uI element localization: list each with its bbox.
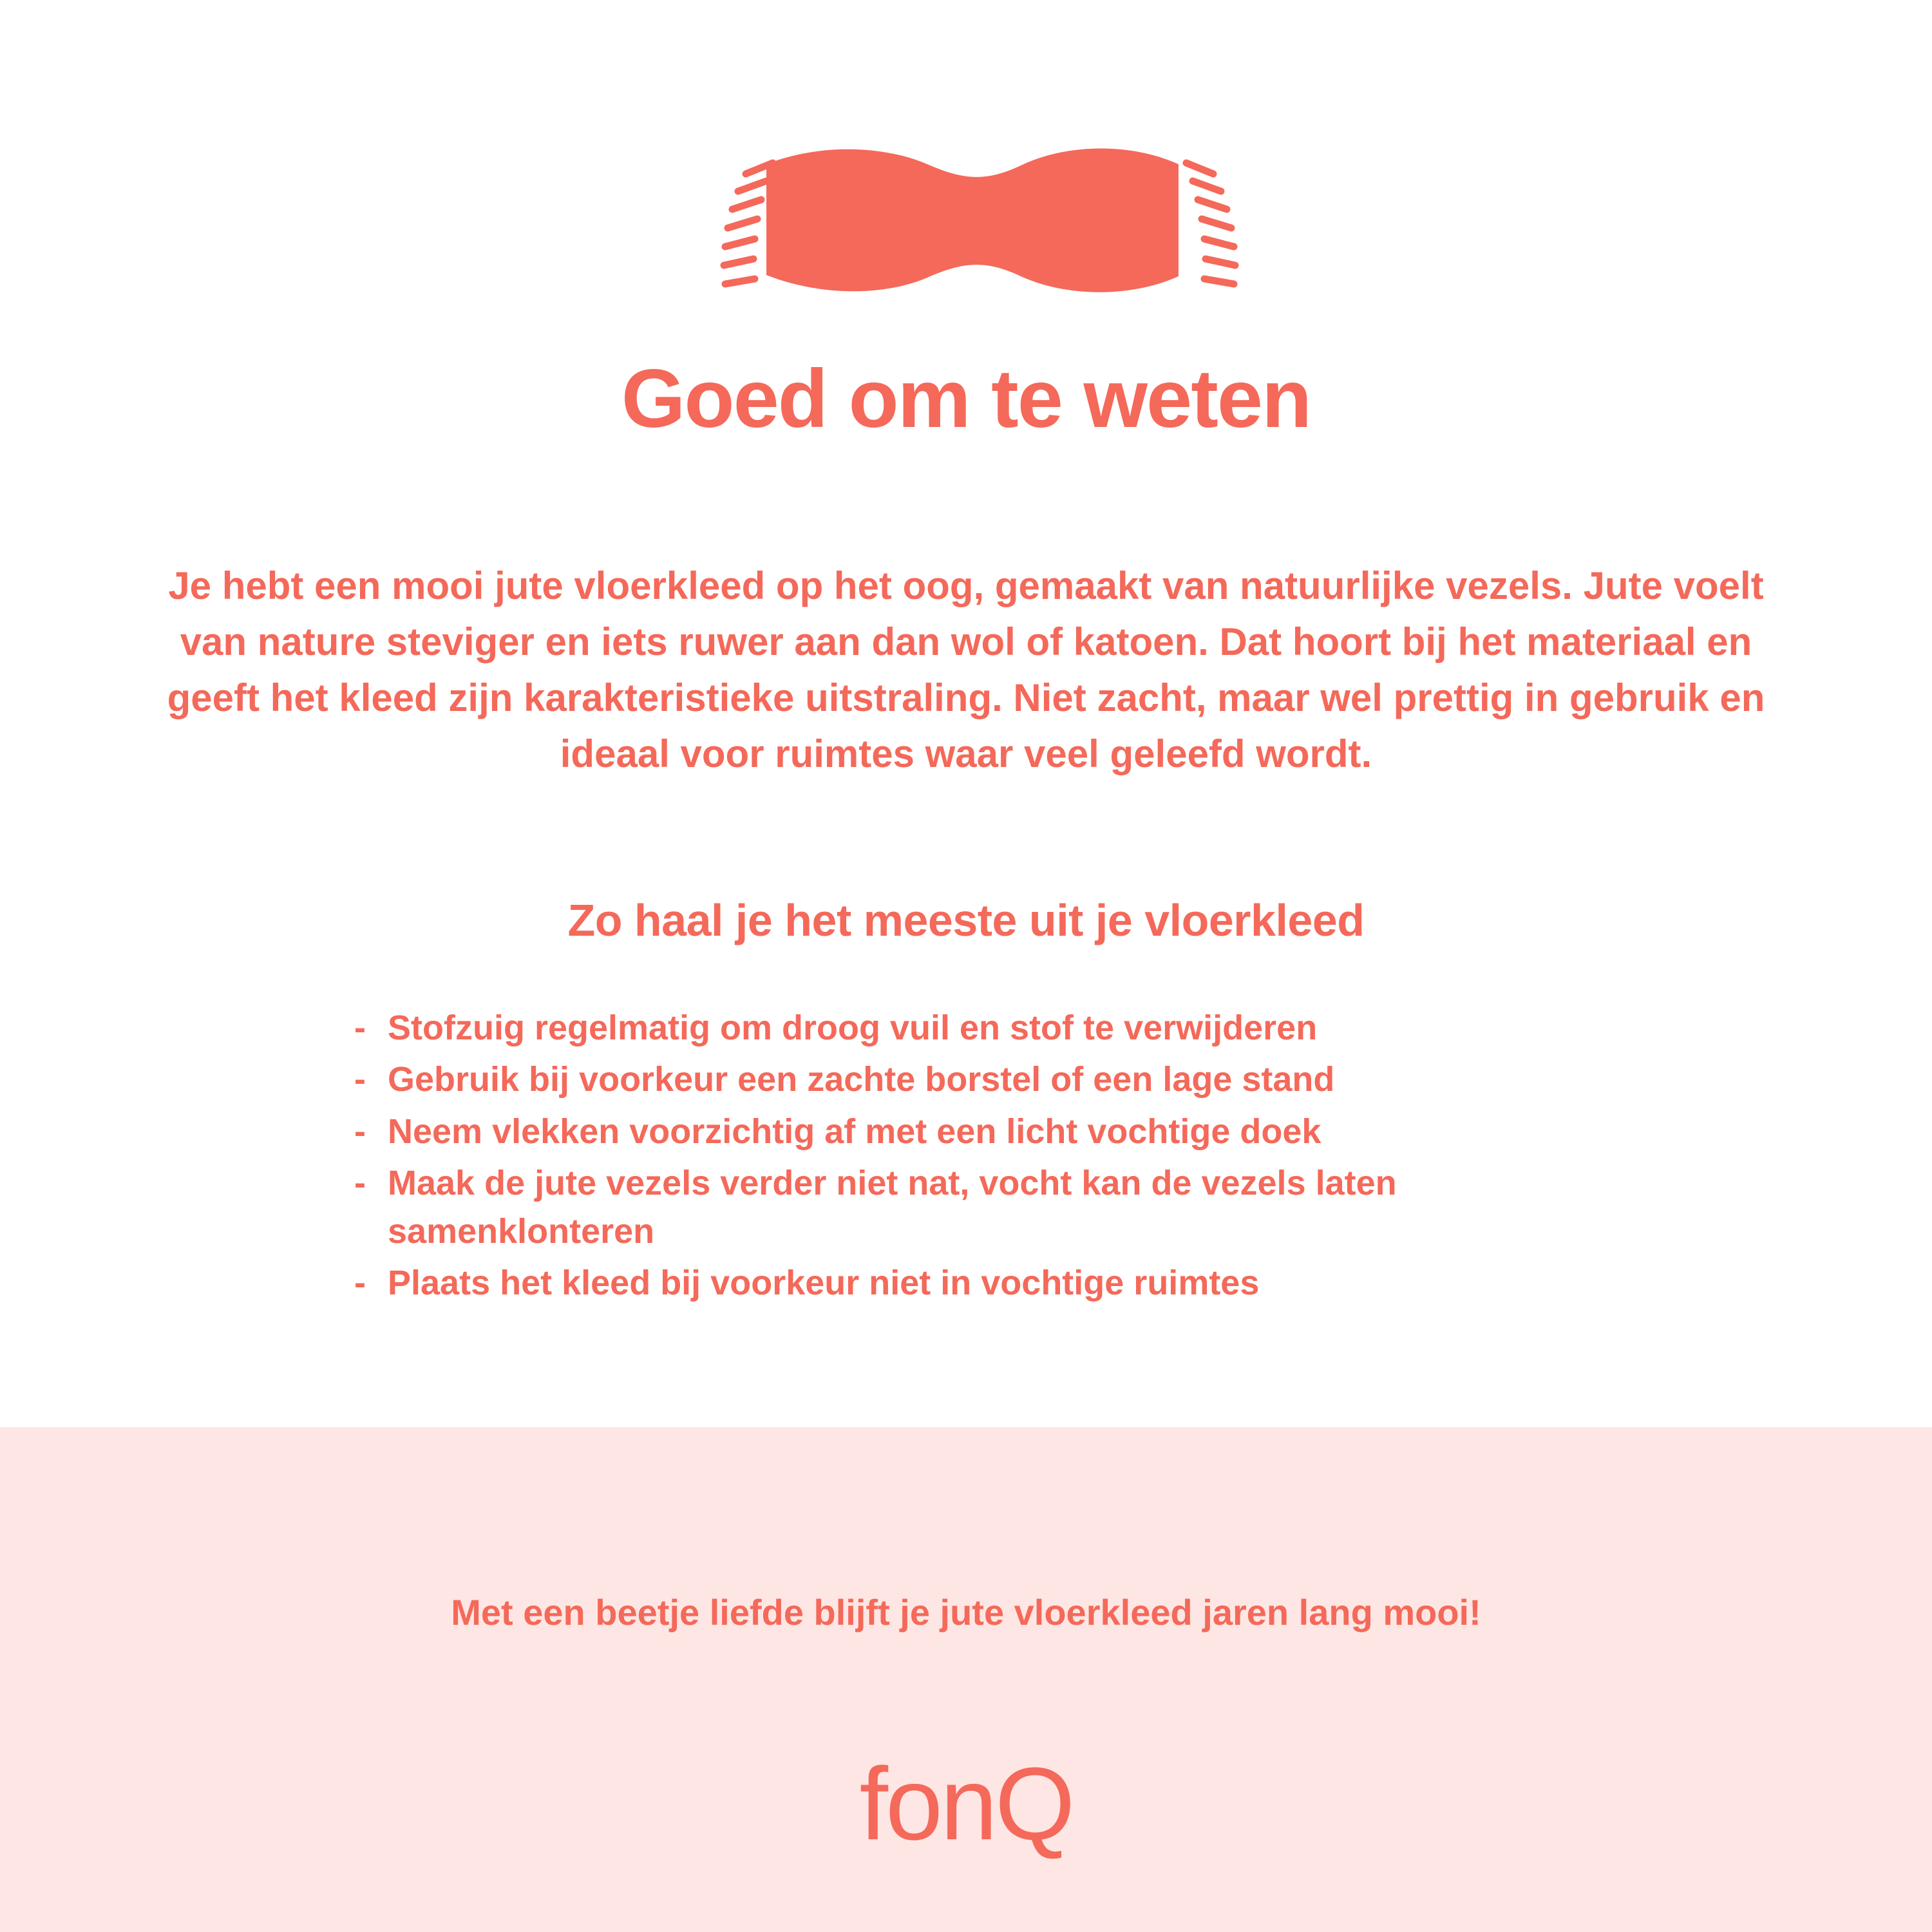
- fonq-logo: [799, 1743, 1133, 1871]
- closing-message: Met een beetje liefde blijft je jute vloerkleed jaren lang mooi!: [451, 1592, 1481, 1633]
- list-item: [354, 1259, 1578, 1307]
- section-subtitle: Zo haal je het meeste uit je vloerkleed: [567, 895, 1365, 945]
- bullet-marker: -: [354, 1164, 366, 1203]
- footer-section: [0, 1427, 1932, 1932]
- bullet-marker: -: [354, 1112, 366, 1151]
- list-item-text: Gebruik bij voorkeur een zachte borstel of een lage stand: [388, 1060, 1335, 1099]
- list-item: [354, 1056, 1578, 1104]
- list-item: [354, 1004, 1578, 1052]
- rug-icon: [670, 138, 1262, 306]
- svg-text:fonQ: fonQ: [859, 1746, 1073, 1861]
- bullet-marker: -: [354, 1264, 366, 1303]
- intro-paragraph: Je hebt een mooi jute vloerkleed op het oog, gemaakt van natuurlijke vezels. Jute voelt van nature steviger en iets ruwer aan dan wol of katoen. Dat hoort bij het materiaal en geeft het kleed zijn karakteristieke uitstraling. Niet zacht, maar wel prettig in gebruik en ideaal voor ruimtes waar veel geleefd wordt.: [167, 564, 1765, 775]
- list-item-text: Stofzuig regelmatig om droog vuil en stof te verwijderen: [388, 1008, 1318, 1047]
- list-item: [354, 1159, 1578, 1255]
- bullet-marker: -: [354, 1008, 366, 1047]
- list-item-text: Neem vlekken voorzichtig af met een licht vochtige doek: [388, 1112, 1321, 1151]
- list-item-text: Maak de jute vezels verder niet nat, vocht kan de vezels laten samenklonteren: [388, 1164, 1397, 1251]
- tips-list: [354, 1004, 1578, 1311]
- list-item-text: Plaats het kleed bij voorkeur niet in vochtige ruimtes: [388, 1264, 1260, 1303]
- list-item: [354, 1108, 1578, 1156]
- page-title: Goed om te weten: [621, 353, 1311, 445]
- bullet-marker: -: [354, 1060, 366, 1099]
